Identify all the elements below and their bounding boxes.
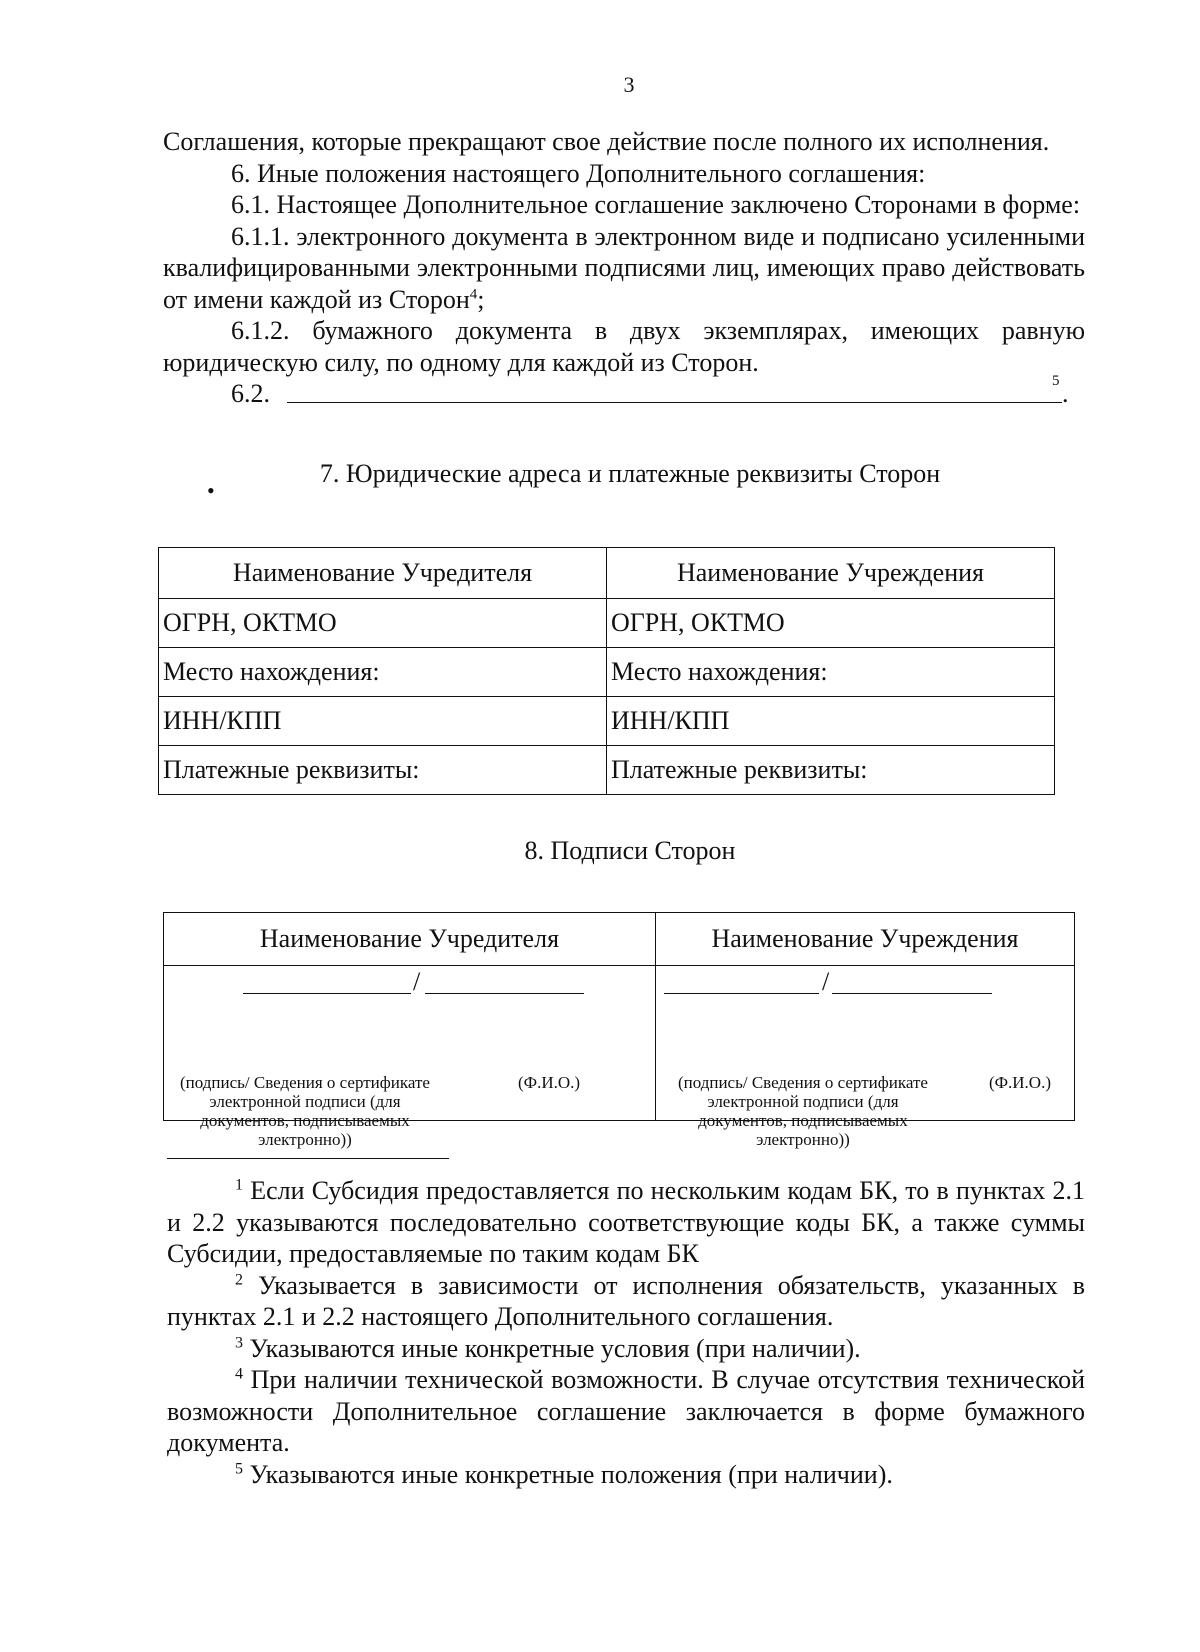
footnote-1 <box>167 1175 1085 1270</box>
footnote-ref-5: 5 <box>1052 373 1060 389</box>
footnote-ref-4: 4 <box>469 285 478 302</box>
signatures-col-institution: Наименование Учреждения <box>655 913 1074 966</box>
fill-in-line <box>287 402 1062 403</box>
fio-caption: (Ф.И.О.) <box>518 1073 581 1092</box>
requisites-table <box>158 547 1055 795</box>
paragraph-6-1: 6.1. Настоящее Дополнительное соглашение заключено Сторонами в форме: <box>231 190 1081 219</box>
footnote-text: При наличии технической возможности. В случае отсутствия технической возможности Дополнительное соглашение заключается в форме бумажного документа. <box>167 1365 1085 1457</box>
footnotes <box>167 1175 1085 1490</box>
signature-cell-founder <box>164 966 656 1149</box>
section-7-title: 7. Юридические адреса и платежные реквизиты Сторон <box>319 459 941 488</box>
paragraph-6: 6. Иные положения настоящего Дополнительного соглашения: <box>231 158 926 188</box>
paragraph-6-1-1-text: 6.1.1. электронного документа в электронном виде и подписано усиленными квалифицированными электронными подписями лиц, имеющих право действовать от имени каждой из Сторон <box>163 221 1085 314</box>
paragraph-6-1-1-end: ; <box>477 284 485 314</box>
footnote-3 <box>167 1333 1085 1365</box>
name-line <box>425 993 584 994</box>
table-row <box>159 746 1055 795</box>
scan-dot: • <box>207 478 215 503</box>
requisites-cell: Платежные реквизиты: <box>607 746 1055 795</box>
requisites-col-institution: Наименование Учреждения <box>607 548 1055 599</box>
requisites-cell: Платежные реквизиты: <box>159 746 607 795</box>
signature-caption: (подпись/ Сведения о сертификате электронной подписи (для документов, подписываемых электронно)) <box>677 1073 928 1149</box>
page-number: 3 <box>623 72 635 97</box>
signatures-table <box>163 912 1075 1149</box>
footnote-separator <box>167 1158 449 1159</box>
signatures-row <box>164 966 1075 1121</box>
requisites-header-row <box>159 548 1055 599</box>
signature-caption: (подпись/ Сведения о сертификате электронной подписи (для документов, подписываемых электронно)) <box>180 1073 430 1149</box>
paragraph-continuation: Соглашения, которые прекращают свое действие после полного их исполнения. <box>163 127 1050 156</box>
footnote-4 <box>167 1364 1085 1459</box>
footnote-number: 4 <box>235 1365 243 1383</box>
requisites-cell: ОГРН, ОКТМО <box>159 599 607 648</box>
footnote-5 <box>167 1459 1085 1491</box>
footnote-text: Указываются иные конкретные положения (при наличии). <box>243 1459 893 1489</box>
footnote-text: Указывается в зависимости от исполнения обязательств, указанных в пунктах 2.1 и 2.2 настоящего Дополнительного соглашения. <box>167 1270 1085 1331</box>
paragraph-6-1-1 <box>163 221 1085 316</box>
name-line <box>832 993 992 994</box>
signatures-header-row <box>164 913 1075 966</box>
signature-slash: / <box>821 967 830 996</box>
signature-cell-institution <box>655 966 1074 1149</box>
footnote-number: 3 <box>235 1333 243 1351</box>
requisites-cell: Место нахождения: <box>159 648 607 697</box>
footnote-number: 1 <box>235 1176 243 1194</box>
table-row <box>159 648 1055 697</box>
requisites-cell: Место нахождения: <box>607 648 1055 697</box>
signature-line <box>243 993 411 994</box>
footnote-number: 5 <box>235 1459 243 1477</box>
section-8-title: 8. Подписи Сторон <box>524 836 736 865</box>
footnote-2 <box>167 1270 1085 1333</box>
table-row <box>159 697 1055 746</box>
requisites-cell: ИНН/КПП <box>159 697 607 746</box>
signature-slash: / <box>413 967 421 996</box>
footnote-text: Указываются иные конкретные условия (при наличии). <box>243 1333 861 1363</box>
paragraph-6-2-label: 6.2. <box>231 379 270 408</box>
body-text <box>163 126 1085 410</box>
footnote-text: Если Субсидия предоставляется по нескольким кодам БК, то в пунктах 2.1 и 2.2 указываются последовательно соответствующие коды БК, а также суммы Субсидии, предоставляемые по таким кодам БК <box>167 1176 1085 1268</box>
requisites-col-founder: Наименование Учредителя <box>159 548 607 599</box>
signature-line <box>664 993 819 994</box>
fio-caption: (Ф.И.О.) <box>988 1073 1051 1092</box>
signatures-col-founder: Наименование Учредителя <box>164 913 656 966</box>
requisites-cell: ОГРН, ОКТМО <box>607 599 1055 648</box>
table-row <box>159 599 1055 648</box>
paragraph-6-1-2: 6.1.2. бумажного документа в двух экземплярах, имеющих равную юридическую силу, по одному для каждой из Сторон. <box>163 316 1085 377</box>
paragraph-6-2 <box>163 373 1085 410</box>
paragraph-6-2-end: . <box>1062 379 1069 408</box>
footnote-number: 2 <box>235 1270 243 1288</box>
requisites-cell: ИНН/КПП <box>607 697 1055 746</box>
